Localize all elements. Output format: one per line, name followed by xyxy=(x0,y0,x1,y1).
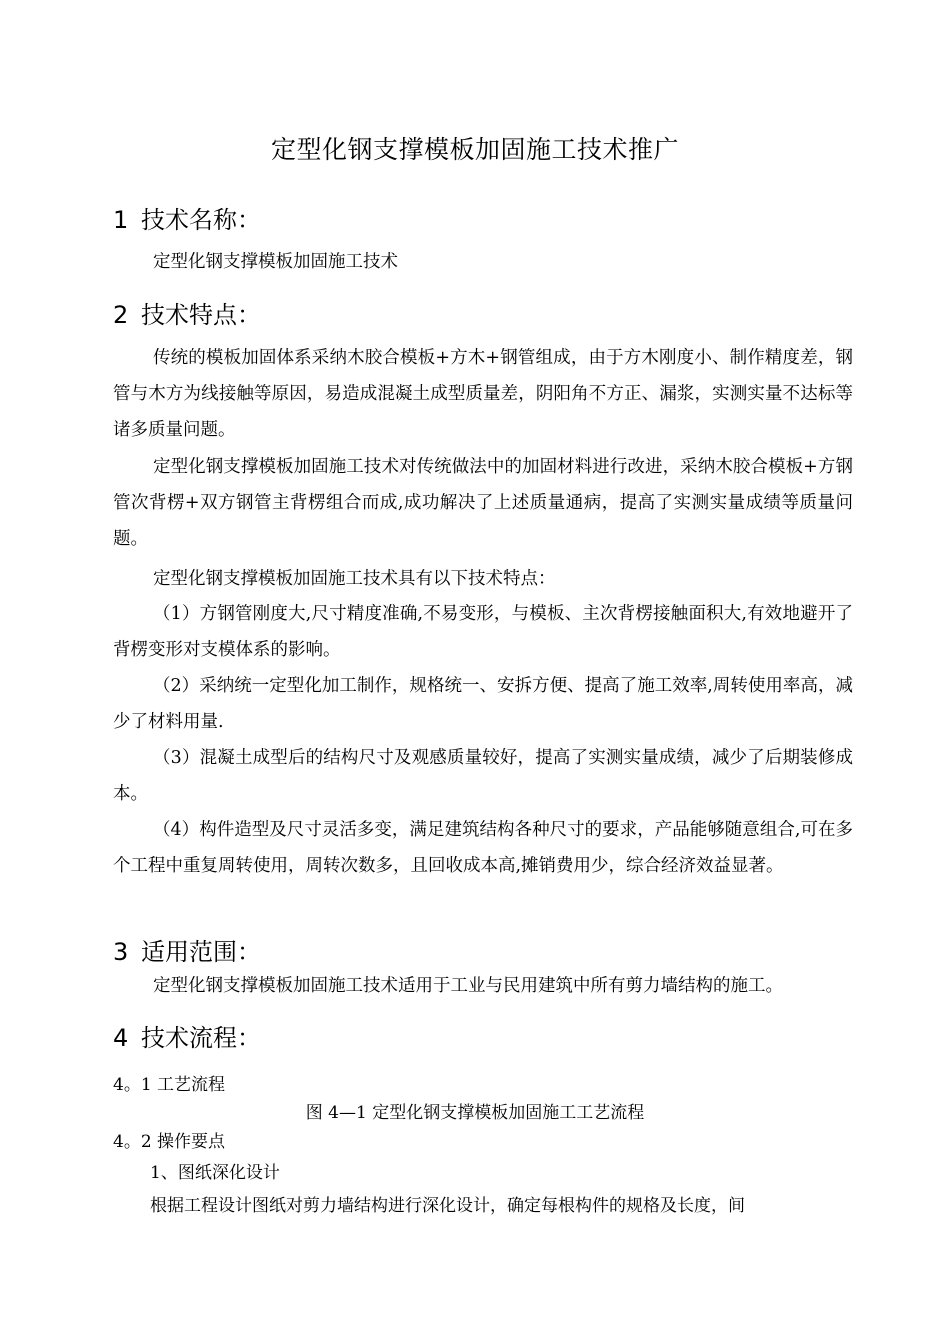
section-number: 4 xyxy=(113,1024,129,1052)
operation-item-1: 1、图纸深化设计 xyxy=(150,1163,280,1183)
section-title: 技术特点： xyxy=(141,301,261,329)
section-number: 3 xyxy=(113,938,129,966)
figure-caption: 图 4—1 定型化钢支撑模板加固施工工艺流程 xyxy=(305,1103,645,1123)
feature-item-1: （1）方钢管刚度大,尺寸精度准确,不易变形，与模板、主次背楞接触面积大,有效地避开了背楞变形对支模体系的影响。 xyxy=(113,604,853,660)
section-1-paragraph: 定型化钢支撑模板加固施工技术 xyxy=(153,252,398,272)
section-2-paragraph-3: 定型化钢支撑模板加固施工技术具有以下技术特点： xyxy=(153,569,556,589)
section-3-heading xyxy=(113,932,261,967)
section-number: 1 xyxy=(113,206,129,234)
section-title: 适用范围： xyxy=(141,938,261,966)
subsection-4-2: 4。2 操作要点 xyxy=(113,1132,226,1152)
section-1-heading xyxy=(113,200,261,235)
feature-item-4: （4）构件造型及尺寸灵活多变，满足建筑结构各种尺寸的要求，产品能够随意组合,可在多个工程中重复周转使用，周转次数多，且回收成本高,摊销费用少，综合经济效益显著。 xyxy=(113,820,853,876)
section-2-paragraph-1: 传统的模板加固体系采纳木胶合模板+方木+钢管组成，由于方木刚度小、制作精度差，钢管与木方为线接触等原因，易造成混凝土成型质量差，阴阳角不方正、漏浆，实测实量不达标等诸多质量问题。 xyxy=(113,348,853,440)
subsection-4-1: 4。1 工艺流程 xyxy=(113,1075,226,1095)
section-3-paragraph: 定型化钢支撑模板加固施工技术适用于工业与民用建筑中所有剪力墙结构的施工。 xyxy=(153,976,783,996)
feature-item-2: （2）采纳统一定型化加工制作，规格统一、安拆方便、提高了施工效率,周转使用率高，减少了材料用量. xyxy=(113,676,853,732)
section-2-paragraph-2: 定型化钢支撑模板加固施工技术对传统做法中的加固材料进行改进，采纳木胶合模板+方钢管次背楞+双方钢管主背楞组合而成,成功解决了上述质量通病，提高了实测实量成绩等质量问题。 xyxy=(113,457,853,549)
section-4-paragraph: 根据工程设计图纸对剪力墙结构进行深化设计，确定每根构件的规格及长度，间 xyxy=(150,1196,745,1216)
section-title: 技术流程： xyxy=(141,1024,261,1052)
section-number: 2 xyxy=(113,301,129,329)
section-title: 技术名称： xyxy=(141,206,261,234)
feature-item-3: （3）混凝土成型后的结构尺寸及观感质量较好，提高了实测实量成绩，减少了后期装修成本。 xyxy=(113,748,853,804)
section-2-heading xyxy=(113,295,261,330)
section-4-heading xyxy=(113,1018,261,1053)
document-title: 定型化钢支撑模板加固施工技术推广 xyxy=(270,135,679,164)
